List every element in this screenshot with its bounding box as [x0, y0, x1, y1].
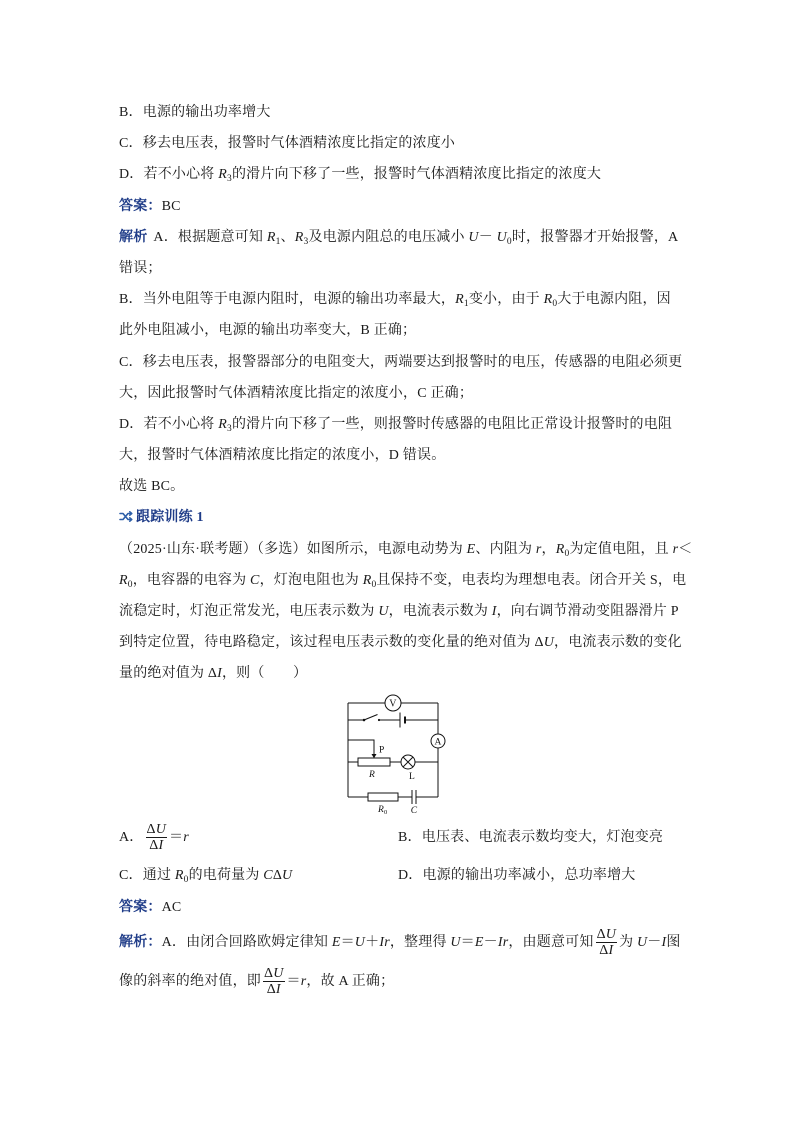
- math-variable: r: [502, 935, 509, 950]
- math-variable: r: [535, 541, 542, 557]
- text-run: 图: [666, 935, 681, 950]
- math-variable: R: [218, 167, 227, 183]
- math-variable: C: [250, 572, 260, 588]
- subscript: 0: [552, 299, 558, 310]
- text-run: ，由题意可知: [508, 935, 594, 950]
- text-run: ，向右调节滑动变阻器滑片 P: [496, 604, 679, 619]
- math-variable: R: [555, 541, 565, 557]
- capacitor-label: C: [410, 806, 418, 816]
- fraction-numerator: [263, 966, 285, 982]
- text-run: 、: [280, 229, 295, 245]
- text-run: 错误；: [119, 260, 162, 276]
- subscript: 1: [463, 299, 469, 310]
- math-variable: U: [273, 966, 284, 982]
- math-variable: U: [450, 935, 461, 950]
- text-run: －: [478, 229, 497, 245]
- math-variable: R: [294, 229, 304, 245]
- text-run: D．电源的输出功率减小，总功率增大: [398, 868, 636, 883]
- text-run: 像的斜率的绝对值，即: [119, 974, 261, 989]
- math-variable: r: [183, 830, 189, 845]
- text-run: Δ: [149, 838, 159, 854]
- text-run: B．当外电阻等于电源内阻时，电源的输出功率最大，: [119, 292, 456, 308]
- explanation-1-line-4: [119, 315, 719, 346]
- text-run: Δ: [266, 982, 276, 998]
- previous-option-c: [119, 128, 719, 159]
- explanation-label: 解析：: [119, 935, 162, 950]
- math-variable: I: [497, 935, 503, 950]
- practice-heading: [119, 502, 719, 533]
- fixed-resistor-label: [377, 805, 387, 816]
- answer-options: [119, 819, 679, 895]
- math-variable: I: [275, 982, 281, 998]
- battery: [400, 713, 405, 728]
- fraction-denominator: [146, 838, 168, 853]
- text-run: ＜: [678, 541, 693, 557]
- question-stem-line-1: [119, 534, 719, 565]
- text-run: 的滑片向下移了一些，则报警时传感器的电阻比正常设计报警时的电阻: [231, 416, 673, 432]
- explanation-label: 解析: [119, 229, 148, 245]
- subscript: 0: [506, 236, 512, 247]
- text-run: ，电流表示数的变化: [554, 635, 682, 651]
- math-variable: R: [119, 572, 128, 588]
- math-variable: U: [605, 927, 617, 943]
- math-variable: I: [217, 666, 222, 682]
- text-run: ＋: [365, 935, 380, 950]
- text-run: Δ: [146, 822, 156, 838]
- question-stem-line-2: [119, 565, 719, 596]
- fraction-denominator: [596, 943, 618, 958]
- text-run: ＝: [169, 830, 184, 845]
- rheostat-label: R: [368, 770, 376, 780]
- lamp-label: L: [408, 772, 416, 782]
- text-run: 时，报警器才开始报警，A: [511, 229, 679, 245]
- math-variable: I: [158, 838, 164, 854]
- option-d: [398, 857, 679, 895]
- fraction: [596, 927, 618, 958]
- question-stem-line-5: [119, 658, 719, 689]
- fixed-resistor-symbol: R: [378, 805, 385, 815]
- previous-option-d: [119, 159, 719, 190]
- text-run: 为定值电阻，且: [569, 541, 673, 557]
- math-variable: E: [474, 935, 484, 950]
- text-run: A．由闭合回路欧姆定律知: [161, 935, 332, 950]
- text-run: ，: [541, 541, 556, 557]
- practice-title: 跟踪训练 1: [136, 510, 204, 526]
- text-run: 变小，由于: [468, 292, 544, 308]
- explanation-1-line-7: [119, 409, 719, 440]
- explanation-1-conclusion: [119, 471, 719, 502]
- text-run: 的电荷量为: [188, 868, 264, 883]
- text-run: ，则（ ）: [221, 666, 308, 682]
- text-run: －: [483, 935, 498, 950]
- math-variable: U: [543, 635, 555, 651]
- answer-value: AC: [161, 900, 182, 915]
- voltmeter-label: V: [389, 698, 397, 710]
- content-top: [119, 97, 719, 690]
- math-variable: R: [218, 416, 227, 432]
- text-run: D．若不小心将: [119, 416, 219, 432]
- math-variable: U: [636, 935, 648, 950]
- explanation-1-line-6: [119, 378, 719, 409]
- text-run: Δ: [272, 868, 283, 883]
- math-variable: R: [455, 292, 464, 308]
- math-variable: I: [608, 943, 614, 959]
- text-run: ＝: [460, 935, 475, 950]
- text-run: C．移去电压表，报警器部分的电阻变大，两端要达到报警时的电压，传感器的电阻必须更: [119, 354, 683, 370]
- fraction-numerator: [596, 927, 618, 943]
- math-variable: r: [672, 541, 679, 557]
- explanation-1-line-2: [119, 253, 719, 284]
- explanation-1-line-8: [119, 440, 719, 471]
- math-variable: U: [496, 229, 507, 245]
- fraction-numerator: [146, 822, 168, 838]
- text-run: Δ: [264, 966, 274, 982]
- text-run: 此外电阻减小，电源的输出功率变大，B 正确；: [119, 323, 417, 339]
- text-run: ＝: [286, 974, 301, 989]
- subscript: 0: [371, 579, 377, 590]
- rheostat: [358, 758, 390, 780]
- ammeter-label: A: [434, 737, 442, 748]
- subscript: 0: [183, 875, 189, 885]
- text-run: 量的绝对值为 Δ: [119, 666, 218, 682]
- text-run: C．通过: [119, 868, 175, 883]
- subscript: 3: [226, 423, 232, 434]
- explanation-text: [161, 927, 681, 959]
- math-variable: I: [491, 604, 497, 619]
- text-run: ，电流表示数为: [388, 604, 492, 619]
- math-variable: I: [661, 935, 667, 950]
- wire-slider: [348, 740, 374, 754]
- lamp: [401, 755, 415, 782]
- math-variable: r: [300, 974, 307, 989]
- text-run: 流稳定时，灯泡正常发光，电压表示数为: [119, 604, 379, 619]
- fixed-resistor: [368, 793, 398, 816]
- text-run: －: [647, 935, 662, 950]
- answer-label: 答案：: [119, 198, 162, 214]
- text-run: ，故 A 正确；: [306, 974, 395, 989]
- text-run: B．电源的输出功率增大: [119, 105, 271, 120]
- text-run: （2025·山东·联考题）（多选）如图所示，电源电动势为: [119, 541, 467, 557]
- text-run: B．电压表、电流表示数均变大，灯泡变亮: [398, 830, 664, 845]
- slider-label: P: [379, 745, 385, 756]
- fraction: [146, 822, 168, 853]
- circuit-diagram: [346, 688, 446, 818]
- math-variable: C: [263, 868, 273, 883]
- subscript: 1: [275, 236, 281, 247]
- question-stem-line-3: [119, 596, 719, 627]
- fraction: [263, 966, 285, 997]
- text-run: D．若不小心将: [119, 167, 219, 183]
- previous-option-b: [119, 97, 719, 128]
- text-run: 故选 BC。: [119, 479, 185, 495]
- explanation-1-line-3: [119, 284, 719, 315]
- text-run: 大，因此报警时气体酒精浓度比指定的浓度小，C 正确；: [119, 385, 474, 401]
- math-variable: I: [379, 935, 385, 950]
- text-run: 到特定位置，待电路稳定，该过程电压表示数的变化量的绝对值为 Δ: [119, 635, 544, 651]
- text-run: 大于电源内阻，因: [557, 292, 671, 308]
- explanation-2-line-2: [119, 962, 394, 1002]
- text-run: 及电源内阻总的电压减小: [308, 229, 469, 245]
- text-run: Δ: [599, 943, 609, 959]
- math-variable: U: [468, 229, 479, 245]
- text-run: 为: [619, 935, 637, 950]
- text-run: 、内阻为: [475, 541, 536, 557]
- math-variable: U: [282, 868, 293, 883]
- question-stem-line-4: [119, 627, 719, 658]
- math-variable: R: [362, 572, 372, 588]
- switch: [363, 715, 380, 722]
- capacitor: [411, 790, 418, 816]
- math-variable: U: [378, 604, 389, 619]
- subscript: 3: [226, 174, 232, 185]
- subscript: 0: [127, 579, 133, 590]
- text-run: Δ: [596, 927, 606, 943]
- explanation-1-line-1: [119, 222, 719, 253]
- text-run: 大，报警时气体酒精浓度比指定的浓度小，D 错误。: [119, 448, 446, 464]
- fixed-resistor-subscript: 0: [384, 809, 388, 816]
- text-run: 且保持不变，电表均为理想电表。闭合开关 S，电: [376, 572, 687, 588]
- text-run: 的滑片向下移了一些，报警时气体酒精浓度比指定的浓度大: [231, 167, 602, 183]
- explanation-2-line-1: [119, 924, 681, 962]
- text-run: A．: [119, 830, 144, 845]
- math-variable: U: [354, 935, 366, 950]
- text-run: ，整理得: [389, 935, 451, 950]
- math-variable: r: [384, 935, 390, 950]
- math-variable: R: [174, 868, 184, 883]
- text-run: ，电容器的电容为: [132, 572, 251, 588]
- wires: [348, 703, 438, 797]
- math-variable: E: [466, 541, 476, 557]
- answer-1: [119, 191, 719, 222]
- text-run: ＝: [340, 935, 355, 950]
- math-variable: U: [155, 822, 167, 838]
- answer-value: BC: [161, 198, 181, 214]
- ammeter: [431, 734, 445, 748]
- subscript: 0: [564, 548, 570, 559]
- math-variable: R: [543, 292, 553, 308]
- text-run: C．移去电压表，报警时气体酒精浓度比指定的浓度小: [119, 136, 456, 152]
- option-c: [119, 857, 398, 895]
- voltmeter: [385, 695, 401, 711]
- text-run: A．根据题意可知: [153, 229, 267, 245]
- answer-label: 答案：: [119, 900, 162, 915]
- math-variable: E: [331, 935, 341, 950]
- text-run: ，灯泡电阻也为: [259, 572, 363, 588]
- shuffle-icon: [119, 503, 133, 514]
- option-a: [119, 819, 398, 857]
- option-b: [398, 819, 679, 857]
- slider-arrow: [372, 746, 385, 759]
- fraction-denominator: [263, 982, 285, 997]
- answer-2: [119, 892, 181, 924]
- explanation-text: [153, 230, 678, 245]
- math-variable: R: [266, 229, 276, 245]
- subscript: 3: [303, 236, 309, 247]
- explanation-1-line-5: [119, 347, 719, 378]
